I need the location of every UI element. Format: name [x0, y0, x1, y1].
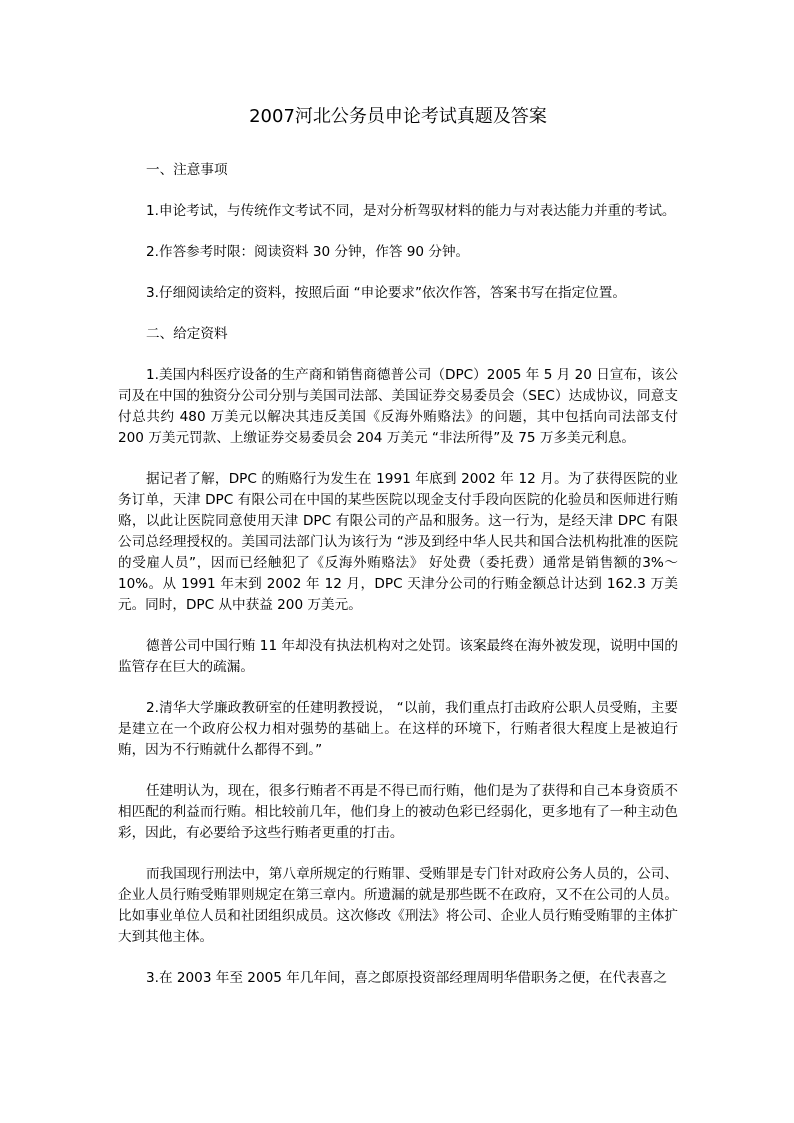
- paragraph: 德普公司中国行贿 11 年却没有执法机构对之处罚。该案最终在海外被发现，说明中国的监管存在巨大的疏漏。: [118, 638, 678, 675]
- section-heading-notes: 一、注意事项: [146, 162, 228, 178]
- paragraph: 据记者了解，DPC 的贿赂行为发生在 1991 年底到 2002 年 12 月。为了获得医院的业务订单，天津 DPC 有限公司在中国的某些医院以现金支付手段向医院的化验员和医师进行贿赂，以此让医院同意使用天津 DPC 有限公司的产品和服务。这一行为，是经天津 DPC 有限公司总经理授权的。美国司法部门认为该行为 “涉及到经中华人民共和国合法机构批准的医院的受雇人员”，因而已经触犯了《反海外贿赂法》 好处费（委托费）通常是销售额的3%～10%。从 1991 年末到 2002 年 12 月，DPC 天津分公司的行贿金额总计达到 162.3 万美元。同时，DPC 从中获益 200 万美元。: [118, 471, 678, 613]
- paragraph: 3.在 2003 年至 2005 年几年间，喜之郎原投资部经理周明华借职务之便，在代表喜之: [146, 970, 667, 986]
- paragraph: 1.申论考试，与传统作文考试不同，是对分析驾驭材料的能力与对表达能力并重的考试。: [146, 203, 676, 219]
- paragraph: 1.美国内科医疗设备的生产商和销售商德普公司（DPC）2005 年 5 月 20 日宣布，该公司及在中国的独资分公司分别与美国司法部、美国证券交易委员会（SEC）达成协议，同意支付总共约 480 万美元以解决其违反美国《反海外贿赂法》的问题，其中包括向司法部支付 200 万美元罚款、上缴证券交易委员会 204 万美元 “非法所得”及 75 万多美元利息。: [118, 367, 678, 446]
- paragraph: 2.清华大学廉政教研室的任建明教授说， “以前，我们重点打击政府公职人员受贿，主要是建立在一个政府公权力相对强势的基础上。在这样的环境下，行贿者很大程度上是被迫行贿，因为不行贿就什么都得不到。”: [118, 700, 678, 758]
- section-heading-materials: 二、给定资料: [146, 326, 228, 342]
- paragraph: 2.作答参考时限：阅读资料 30 分钟，作答 90 分钟。: [146, 244, 470, 260]
- paragraph: 3.仔细阅读给定的资料，按照后面 “申论要求”依次作答，答案书写在指定位置。: [146, 285, 626, 301]
- paragraph: 而我国现行刑法中，第八章所规定的行贿罪、受贿罪是专门针对政府公务人员的，公司、企业人员行贿受贿罪则规定在第三章内。所遗漏的就是那些既不在政府，又不在公司的人员。比如事业单位人员和社团组织成员。这次修改《刑法》将公司、企业人员行贿受贿罪的主体扩大到其他主体。: [118, 866, 678, 945]
- document-title: 2007河北公务员申论考试真题及答案: [249, 106, 547, 127]
- document-page: [118, 104, 678, 1009]
- paragraph: 任建明认为，现在，很多行贿者不再是不得已而行贿，他们是为了获得和自己本身资质不相匹配的利益而行贿。相比较前几年，他们身上的被动色彩已经弱化，更多地有了一种主动色彩，因此，有必要给予这些行贿者更重的打击。: [118, 783, 678, 841]
